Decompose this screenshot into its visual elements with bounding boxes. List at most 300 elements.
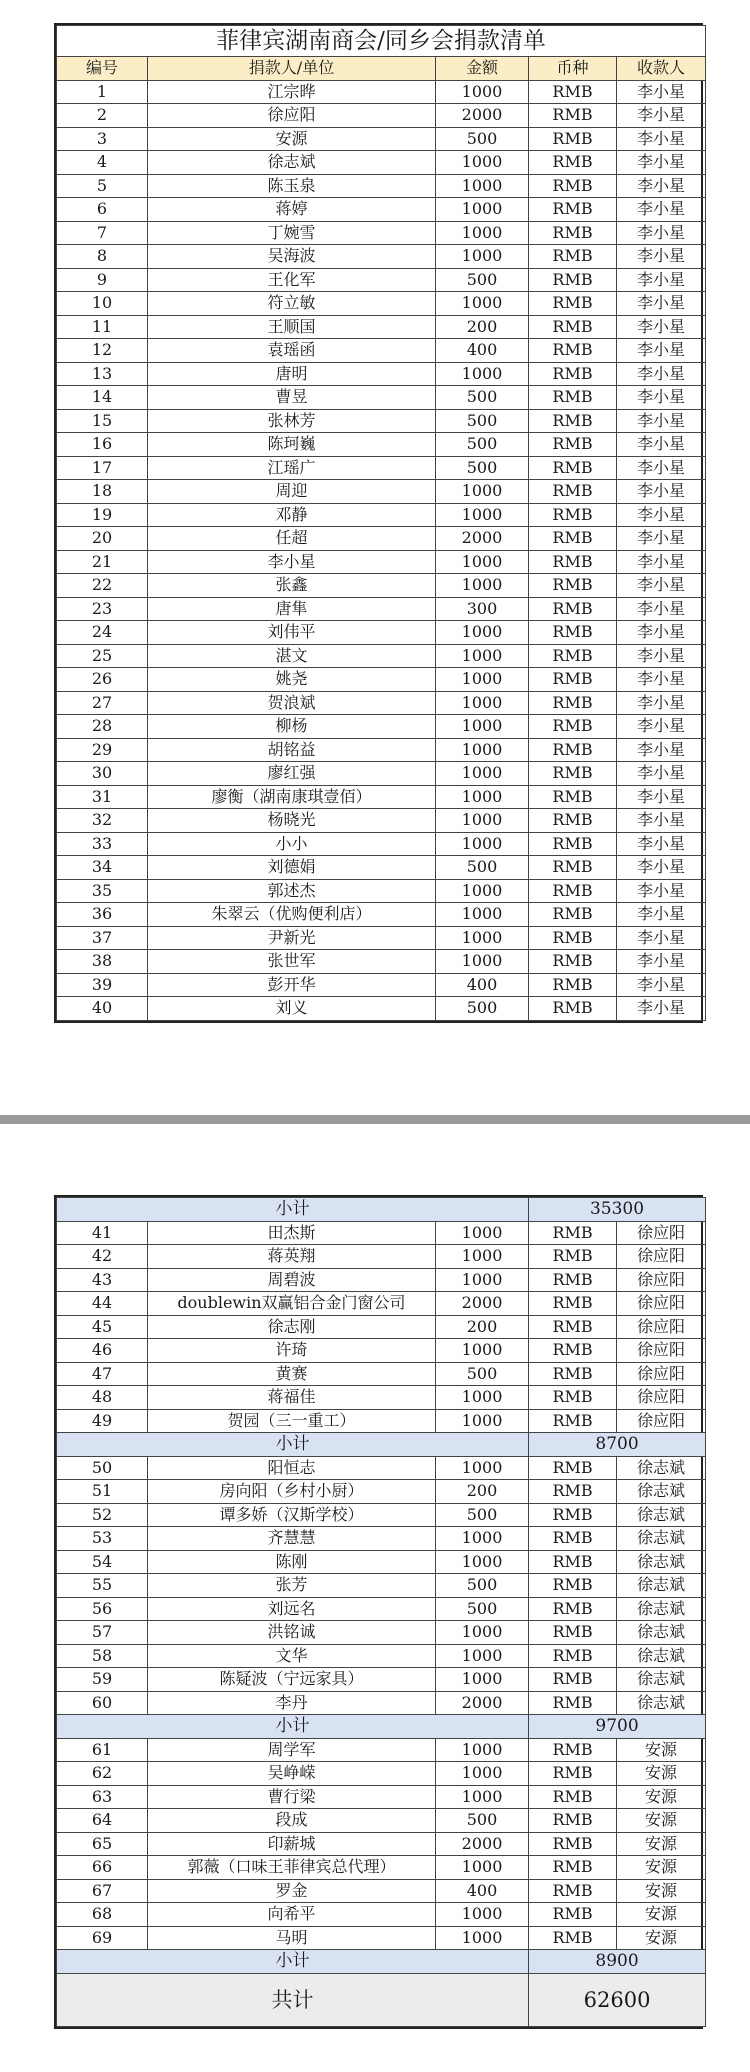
receiver: 徐志斌 [617,1550,706,1574]
receiver: 李小星 [617,738,706,762]
receiver: 安源 [617,1903,706,1927]
currency: RMB [529,1832,617,1856]
row-number: 48 [57,1386,148,1410]
row-number: 56 [57,1597,148,1621]
row-number: 32 [57,809,148,833]
currency: RMB [529,1550,617,1574]
receiver: 李小星 [617,362,706,386]
row-number: 57 [57,1621,148,1645]
table-row [57,127,706,151]
amount: 1000 [436,480,529,504]
amount: 400 [436,339,529,363]
receiver: 徐应阳 [617,1268,706,1292]
table-row [57,785,706,809]
donor-name: 周迎 [148,480,436,504]
receiver: 李小星 [617,527,706,551]
row-number: 16 [57,433,148,457]
table-row [57,456,706,480]
table-row [57,1668,706,1692]
amount: 500 [436,1809,529,1833]
row-number: 15 [57,409,148,433]
amount: 1000 [436,80,529,104]
donor-name: 曹行梁 [148,1785,436,1809]
row-number: 29 [57,738,148,762]
donor-name: 胡铭益 [148,738,436,762]
subtotal-row [57,1950,706,1974]
amount: 500 [436,856,529,880]
currency: RMB [529,527,617,551]
row-number: 20 [57,527,148,551]
currency: RMB [529,738,617,762]
amount: 1000 [436,1409,529,1433]
amount: 1000 [436,1668,529,1692]
amount: 1000 [436,832,529,856]
currency: RMB [529,950,617,974]
donor-name: 向希平 [148,1903,436,1927]
donor-name: 李丹 [148,1691,436,1715]
amount: 2000 [436,1691,529,1715]
donor-name: 廖红强 [148,762,436,786]
currency: RMB [529,762,617,786]
amount: 1000 [436,809,529,833]
row-number: 24 [57,621,148,645]
amount: 1000 [436,1339,529,1363]
donor-name: 江瑶广 [148,456,436,480]
donor-name: 湛文 [148,644,436,668]
donor-name: 马明 [148,1926,436,1950]
donor-name: 徐志斌 [148,151,436,175]
table-row [57,715,706,739]
amount: 1000 [436,1738,529,1762]
currency: RMB [529,104,617,128]
table-row [57,362,706,386]
row-number: 7 [57,221,148,245]
donor-name: 贺浪斌 [148,691,436,715]
row-number: 42 [57,1245,148,1269]
donor-name: 齐慧慧 [148,1527,436,1551]
amount: 500 [436,268,529,292]
donation-table-1 [56,25,706,1021]
amount: 1000 [436,1386,529,1410]
receiver: 李小星 [617,174,706,198]
currency: RMB [529,1315,617,1339]
currency: RMB [529,1245,617,1269]
receiver: 徐志斌 [617,1644,706,1668]
row-number: 54 [57,1550,148,1574]
table-body-1 [57,80,706,1020]
table-row [57,1926,706,1950]
currency: RMB [529,433,617,457]
donor-name: 丁婉雪 [148,221,436,245]
header-donor: 捐款人/单位 [148,57,436,81]
table-row [57,644,706,668]
receiver: 李小星 [617,903,706,927]
amount: 1000 [436,1268,529,1292]
receiver: 安源 [617,1856,706,1880]
receiver: 李小星 [617,292,706,316]
table-row [57,1621,706,1645]
subtotal-value: 8700 [529,1433,706,1457]
table-row [57,409,706,433]
receiver: 李小星 [617,456,706,480]
currency: RMB [529,386,617,410]
receiver: 李小星 [617,832,706,856]
grand-total-value: 62600 [529,1973,706,2026]
receiver: 安源 [617,1879,706,1903]
currency: RMB [529,903,617,927]
amount: 2000 [436,527,529,551]
table-row [57,221,706,245]
receiver: 李小星 [617,127,706,151]
table-row [57,245,706,269]
donor-name: 曹昱 [148,386,436,410]
donor-name: 许琦 [148,1339,436,1363]
currency: RMB [529,151,617,175]
amount: 1000 [436,1926,529,1950]
donor-name: 张芳 [148,1574,436,1598]
receiver: 李小星 [617,433,706,457]
donor-name: 符立敏 [148,292,436,316]
table-row [57,174,706,198]
group-rows-xu-zhibin [57,1456,706,1715]
amount: 1000 [436,1644,529,1668]
donor-name: 田杰斯 [148,1221,436,1245]
table-row [57,1409,706,1433]
row-number: 43 [57,1268,148,1292]
currency: RMB [529,1339,617,1363]
row-number: 30 [57,762,148,786]
amount: 500 [436,409,529,433]
row-number: 68 [57,1903,148,1927]
subtotal-value: 8900 [529,1950,706,1974]
receiver: 徐应阳 [617,1315,706,1339]
currency: RMB [529,1856,617,1880]
row-number: 44 [57,1292,148,1316]
currency: RMB [529,926,617,950]
amount: 200 [436,1315,529,1339]
currency: RMB [529,1527,617,1551]
amount: 1000 [436,691,529,715]
currency: RMB [529,1456,617,1480]
amount: 1000 [436,785,529,809]
table-row [57,1503,706,1527]
receiver: 李小星 [617,950,706,974]
donor-name: 廖衡（湖南康琪壹佰） [148,785,436,809]
currency: RMB [529,879,617,903]
amount: 1000 [436,738,529,762]
currency: RMB [529,1762,617,1786]
amount: 300 [436,597,529,621]
row-number: 66 [57,1856,148,1880]
currency: RMB [529,1268,617,1292]
currency: RMB [529,1879,617,1903]
amount: 1000 [436,1785,529,1809]
amount: 2000 [436,1292,529,1316]
row-number: 17 [57,456,148,480]
table-row [57,480,706,504]
donor-name: 郭薇（口味王菲律宾总代理） [148,1856,436,1880]
currency: RMB [529,644,617,668]
donor-name: 彭开华 [148,973,436,997]
receiver: 李小星 [617,856,706,880]
donor-name: 陈疑波（宁远家具） [148,1668,436,1692]
table-row [57,762,706,786]
donor-name: 杨晓光 [148,809,436,833]
receiver: 李小星 [617,198,706,222]
table-row [57,1879,706,1903]
row-number: 23 [57,597,148,621]
amount: 1000 [436,1762,529,1786]
amount: 1000 [436,926,529,950]
donor-name: 吴峥嵘 [148,1762,436,1786]
amount: 400 [436,1879,529,1903]
receiver: 李小星 [617,151,706,175]
currency: RMB [529,1221,617,1245]
donor-name: 任超 [148,527,436,551]
currency: RMB [529,1409,617,1433]
donor-name: 张鑫 [148,574,436,598]
header-currency: 币种 [529,57,617,81]
donor-name: 小小 [148,832,436,856]
table-row [57,973,706,997]
currency: RMB [529,362,617,386]
table-row [57,1386,706,1410]
receiver: 李小星 [617,386,706,410]
sheet-title: 菲律宾湖南商会/同乡会捐款清单 [57,26,706,57]
currency: RMB [529,1480,617,1504]
currency: RMB [529,856,617,880]
subtotal-row [57,1198,706,1222]
receiver: 李小星 [617,574,706,598]
receiver: 徐志斌 [617,1621,706,1645]
table-row [57,691,706,715]
row-number: 45 [57,1315,148,1339]
receiver: 李小星 [617,644,706,668]
receiver: 徐应阳 [617,1339,706,1363]
amount: 2000 [436,1832,529,1856]
grand-total-row [57,1973,706,2026]
table-row [57,879,706,903]
receiver: 李小星 [617,80,706,104]
receiver: 李小星 [617,715,706,739]
row-number: 47 [57,1362,148,1386]
row-number: 34 [57,856,148,880]
amount: 1000 [436,198,529,222]
table-row [57,315,706,339]
table-row [57,527,706,551]
row-number: 1 [57,80,148,104]
table-row [57,997,706,1021]
table-row [57,198,706,222]
amount: 1000 [436,1621,529,1645]
currency: RMB [529,832,617,856]
table-row [57,1644,706,1668]
table-row [57,1527,706,1551]
donor-name: 刘义 [148,997,436,1021]
receiver: 李小星 [617,550,706,574]
currency: RMB [529,1809,617,1833]
row-number: 6 [57,198,148,222]
amount: 1000 [436,174,529,198]
table-row [57,1456,706,1480]
header-row [57,57,706,81]
currency: RMB [529,339,617,363]
receiver: 徐志斌 [617,1668,706,1692]
currency: RMB [529,809,617,833]
table-row [57,1245,706,1269]
amount: 500 [436,1503,529,1527]
table-row [57,621,706,645]
donor-name: 洪铭诚 [148,1621,436,1645]
currency: RMB [529,503,617,527]
currency: RMB [529,198,617,222]
amount: 200 [436,315,529,339]
currency: RMB [529,221,617,245]
subtotal-value: 9700 [529,1715,706,1739]
donor-name: 周学军 [148,1738,436,1762]
donor-name: 安源 [148,127,436,151]
receiver: 李小星 [617,691,706,715]
table-row [57,339,706,363]
row-number: 36 [57,903,148,927]
donor-name: 姚尧 [148,668,436,692]
receiver: 徐志斌 [617,1597,706,1621]
row-number: 5 [57,174,148,198]
receiver: 李小星 [617,926,706,950]
receiver: 徐应阳 [617,1386,706,1410]
currency: RMB [529,127,617,151]
donor-name: 尹新光 [148,926,436,950]
donor-name: 罗金 [148,1879,436,1903]
currency: RMB [529,1621,617,1645]
table-row [57,1903,706,1927]
receiver: 李小星 [617,997,706,1021]
donor-name: 周碧波 [148,1268,436,1292]
donor-name: 贺园（三一重工） [148,1409,436,1433]
table-row [57,1856,706,1880]
donor-name: 柳杨 [148,715,436,739]
table-row [57,1362,706,1386]
table-row [57,856,706,880]
table-row [57,738,706,762]
currency: RMB [529,574,617,598]
receiver: 安源 [617,1762,706,1786]
amount: 1000 [436,574,529,598]
amount: 2000 [436,104,529,128]
receiver: 安源 [617,1809,706,1833]
receiver: 李小星 [617,503,706,527]
row-number: 37 [57,926,148,950]
grand-total-label: 共计 [57,1973,529,2026]
row-number: 46 [57,1339,148,1363]
row-number: 59 [57,1668,148,1692]
currency: RMB [529,315,617,339]
donor-name: 朱翠云（优购便利店） [148,903,436,927]
donor-name: 陈刚 [148,1550,436,1574]
receiver: 安源 [617,1926,706,1950]
row-number: 61 [57,1738,148,1762]
row-number: 51 [57,1480,148,1504]
table-row [57,1292,706,1316]
row-number: 14 [57,386,148,410]
subtotal-value: 35300 [529,1198,706,1222]
currency: RMB [529,1738,617,1762]
currency: RMB [529,80,617,104]
donor-name: 刘远名 [148,1597,436,1621]
receiver: 李小星 [617,480,706,504]
donor-name: 谭多娇（汉斯学校） [148,1503,436,1527]
table-row [57,386,706,410]
amount: 500 [436,386,529,410]
row-number: 21 [57,550,148,574]
donor-name: 蒋婷 [148,198,436,222]
donor-name: 张林芳 [148,409,436,433]
donor-name: 李小星 [148,550,436,574]
receiver: 徐应阳 [617,1362,706,1386]
amount: 1000 [436,245,529,269]
table-row [57,292,706,316]
amount: 500 [436,997,529,1021]
table-row [57,1738,706,1762]
table-row [57,503,706,527]
subtotal-label: 小计 [57,1198,529,1222]
table-row [57,151,706,175]
table-row [57,832,706,856]
table-row [57,809,706,833]
donation-table-2 [56,1197,706,2027]
donation-sheet-page-1 [54,23,703,1023]
currency: RMB [529,668,617,692]
table-row [57,668,706,692]
receiver: 李小星 [617,221,706,245]
table-row [57,926,706,950]
currency: RMB [529,550,617,574]
row-number: 38 [57,950,148,974]
receiver: 李小星 [617,104,706,128]
amount: 1000 [436,903,529,927]
row-number: 40 [57,997,148,1021]
amount: 1000 [436,644,529,668]
subtotal-row [57,1715,706,1739]
row-number: 19 [57,503,148,527]
row-number: 49 [57,1409,148,1433]
row-number: 50 [57,1456,148,1480]
row-number: 9 [57,268,148,292]
currency: RMB [529,1644,617,1668]
receiver: 徐应阳 [617,1245,706,1269]
currency: RMB [529,1503,617,1527]
receiver: 李小星 [617,973,706,997]
donor-name: 江宗晔 [148,80,436,104]
currency: RMB [529,456,617,480]
row-number: 11 [57,315,148,339]
currency: RMB [529,292,617,316]
amount: 1000 [436,950,529,974]
donor-name: 段成 [148,1809,436,1833]
table-row [57,1315,706,1339]
donor-name: 黄赛 [148,1362,436,1386]
amount: 1000 [436,1527,529,1551]
donor-name: 唐隼 [148,597,436,621]
amount: 1000 [436,503,529,527]
receiver: 徐志斌 [617,1691,706,1715]
donor-name: 郭述杰 [148,879,436,903]
subtotal-label: 小计 [57,1433,529,1457]
donor-name: 王顺国 [148,315,436,339]
currency: RMB [529,621,617,645]
amount: 500 [436,1597,529,1621]
receiver: 徐志斌 [617,1456,706,1480]
